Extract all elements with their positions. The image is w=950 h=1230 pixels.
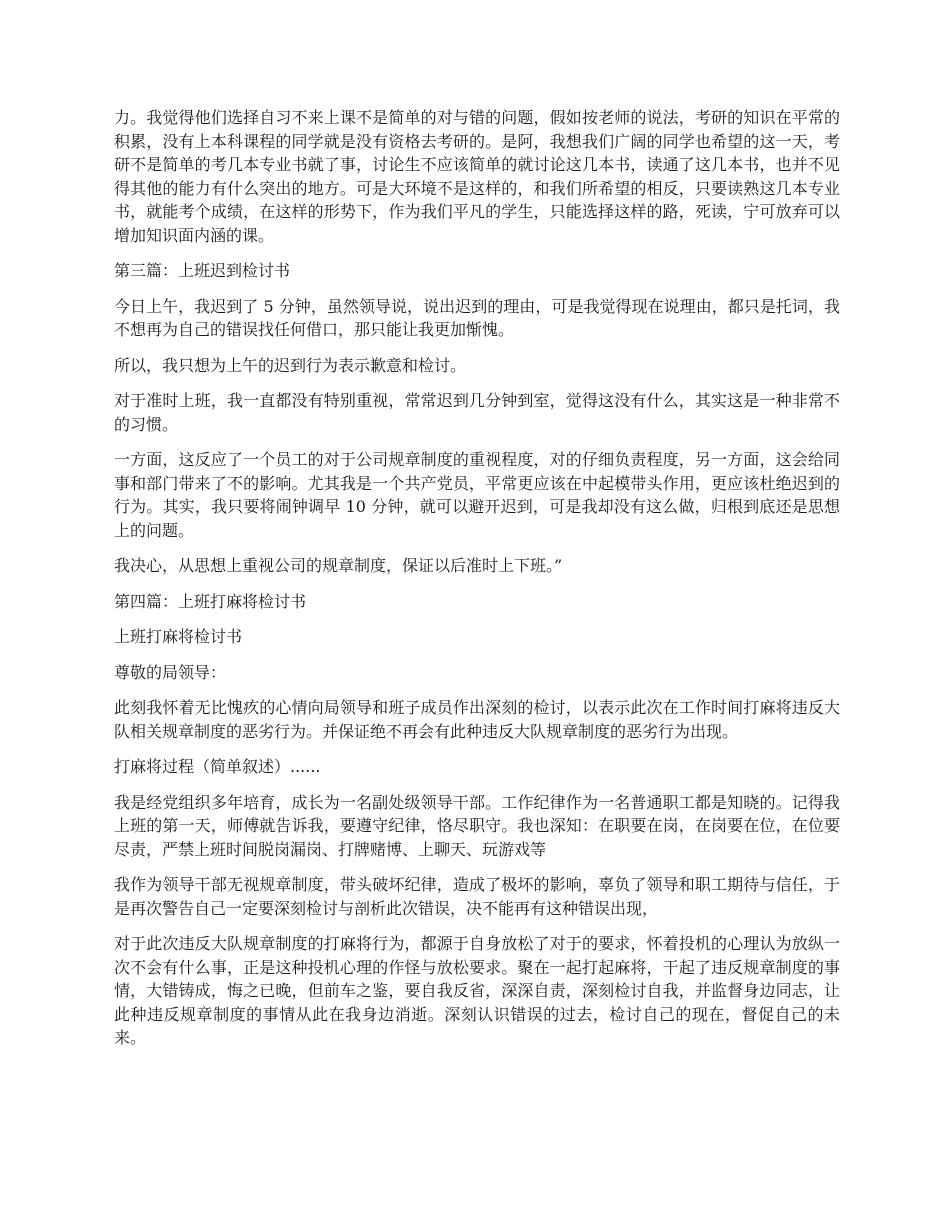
paragraph: 一方面，这反应了一个员工的对于公司规章制度的重视程度，对的仔细负责程度，另一方面，这会给同事和部门带来了不的影响。尤其我是一个共产党员，平常更应该在中起模带头作用，更应该杜绝迟到的行为。其实，我只要将闹钟调早 10 分钟，就可以避开迟到，可是我却没有这么做，归根到底还是思想上的问题。 bbox=[114, 450, 840, 540]
section-heading-3: 第三篇：上班迟到检讨书 bbox=[114, 261, 291, 280]
salutation: 尊敬的局领导： bbox=[114, 662, 227, 682]
paragraph: 所以，我只想为上午的迟到行为表示歉意和检讨。 bbox=[114, 355, 467, 375]
paragraph: 力。我觉得他们选择自习不来上课不是简单的对与错的问题，假如按老师的说法，考研的知识在平常的积累，没有上本科课程的同学就是没有资格去考研的。是阿，我想我们广阔的同学也希望的这一天，考研不是简单的考几本专业书就了事，讨论生不应该简单的就讨论这几本书，读通了这几本书，也并不见得其他的能力有什么突出的地方。可是大环境不是这样的，和我们所希望的相反，只要读熟这几本专业书，就能考个成绩，在这样的形势下，作为我们平凡的学生，只能选择这样的路，死读，宁可放弃可以增加知识面内涵的课。 bbox=[114, 108, 840, 245]
document-title: 上班打麻将检讨书 bbox=[114, 627, 243, 646]
document-page bbox=[114, 106, 840, 1062]
paragraph: 我作为领导干部无视规章制度，带头破坏纪律，造成了极坏的影响，辜负了领导和职工期待与信任，于是再次警告自己一定要深刻检讨与剖析此次错误，决不能再有这种错误出现， bbox=[114, 875, 840, 918]
process-note: 打麻将过程（简单叙述）...... bbox=[114, 757, 321, 776]
paragraph: 我是经党组织多年培育，成长为一名副处级领导干部。工作纪律作为一名普通职工都是知晓的。记得我上班的第一天，师傅就告诉我，要遵守纪律，恪尽职守。我也深知：在职要在岗，在岗要在位，在位要尽责，严禁上班时间脱岗漏岗、打牌赌博、上聊天、玩游戏等 bbox=[114, 792, 840, 859]
paragraph: 对于准时上班，我一直都没有特别重视，常常迟到几分钟到室，觉得这没有什么，其实这是一种非常不的习惯。 bbox=[114, 391, 840, 434]
paragraph: 今日上午，我迟到了 5 分钟，虽然领导说，说出迟到的理由，可是我觉得现在说理由，都只是托词，我不想再为自己的错误找任何借口，那只能让我更加惭愧。 bbox=[114, 296, 840, 339]
paragraph: 我决心，从思想上重视公司的规章制度，保证以后准时上下班。” bbox=[114, 556, 563, 575]
paragraph: 对于此次违反大队规章制度的打麻将行为，都源于自身放松了对于的要求，怀着投机的心理认为放纵一次不会有什么事，正是这种投机心理的作怪与放松要求。聚在一起打起麻将，干起了违反规章制度的事情，大错铸成，悔之已晚，但前车之鉴，要自我反省，深深自责，深刻检讨自我，并监督身边同志，让此种违反规章制度的事情从此在我身边消逝。深刻认识错误的过去，检讨自己的现在，督促自己的未来。 bbox=[114, 934, 840, 1047]
paragraph: 此刻我怀着无比愧疚的心情向局领导和班子成员作出深刻的检讨，以表示此次在工作时间打麻将违反大队相关规章制度的恶劣行为。并保证绝不再会有此种违反大队规章制度的恶劣行为出现。 bbox=[114, 698, 840, 741]
section-heading-4: 第四篇：上班打麻将检讨书 bbox=[114, 591, 307, 611]
